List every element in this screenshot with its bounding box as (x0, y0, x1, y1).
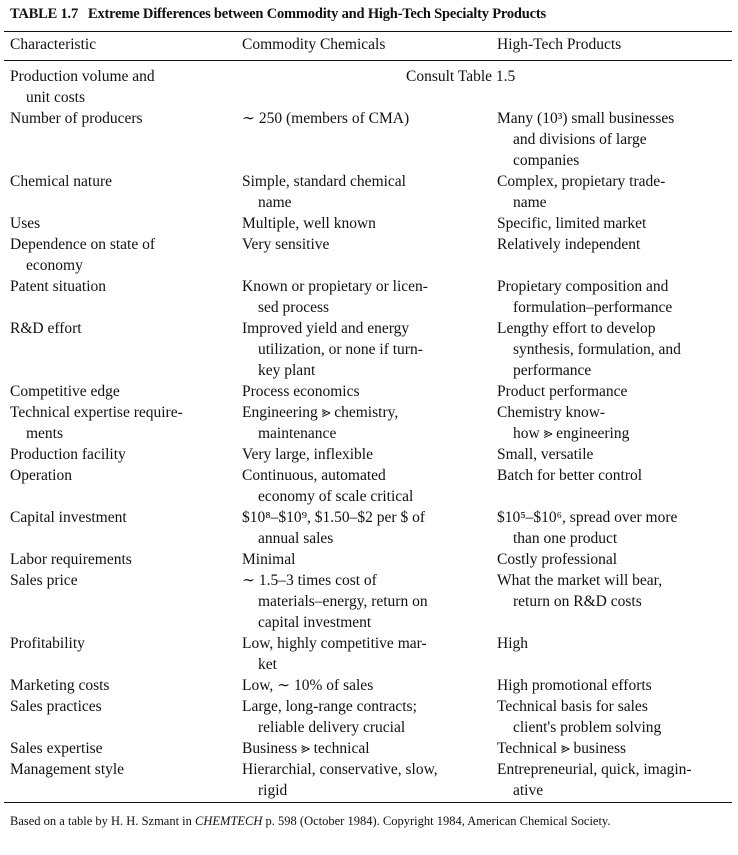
cell-line: annual sales (258, 530, 334, 547)
cell-characteristic (10, 381, 232, 402)
table-row (0, 402, 738, 444)
footnote-journal: CHEMTECH (195, 814, 263, 828)
cell-commodity (242, 402, 490, 444)
cell-line: Labor requirements (10, 551, 132, 568)
cell-commodity (242, 108, 490, 129)
cell-line: ative (513, 782, 544, 799)
cell-high-tech (497, 108, 733, 171)
cell-line: Process economics (242, 383, 360, 400)
cell-high-tech (497, 759, 733, 801)
table-caption: Extreme Differences between Commodity and High-Tech Specialty Products (88, 6, 546, 22)
table-body (0, 66, 738, 801)
cell-line: Improved yield and energy (242, 320, 410, 337)
cell-commodity (242, 276, 490, 318)
cell-line: Product performance (497, 383, 628, 400)
cell-line: economy of scale critical (258, 488, 414, 505)
cell-line: Engineering ⪢ chemistry, (242, 404, 399, 421)
cell-characteristic (10, 507, 232, 528)
cell-high-tech (497, 633, 733, 654)
cell-characteristic (10, 444, 232, 465)
cell-line: Small, versatile (497, 446, 594, 463)
cell-line: materials–energy, return on (258, 593, 428, 610)
cell-line: ments (26, 425, 64, 442)
cell-characteristic (10, 66, 232, 108)
cell-line: Low, ∼ 10% of sales (242, 677, 374, 694)
cell-line: Chemical nature (10, 173, 112, 190)
table-number: TABLE 1.7 (10, 6, 79, 22)
table-row (0, 66, 738, 108)
cell-line: Batch for better control (497, 467, 643, 484)
table-row (0, 696, 738, 738)
cell-line: Very sensitive (242, 236, 330, 253)
cell-high-tech (497, 465, 733, 486)
cell-line: Sales practices (10, 698, 102, 715)
header-rule (4, 60, 732, 61)
table-row (0, 108, 738, 171)
cell-line: ∼ 250 (members of CMA) (242, 110, 410, 127)
footnote-text-end: p. 598 (October 1984). Copyright 1984, American Chemical Society. (262, 814, 611, 828)
cell-line: reliable delivery crucial (258, 719, 406, 736)
table-row (0, 507, 738, 549)
cell-characteristic (10, 213, 232, 234)
cell-line: utilization, or none if turn- (258, 341, 423, 358)
cell-line: how ⪢ engineering (513, 425, 630, 442)
cell-line: Minimal (242, 551, 296, 568)
cell-line: companies (513, 152, 580, 169)
cell-line: Dependence on state of (10, 236, 156, 253)
cell-line: client's problem solving (513, 719, 662, 736)
cell-line: Sales price (10, 572, 78, 589)
cell-characteristic (10, 465, 232, 486)
cell-characteristic (10, 633, 232, 654)
cell-spanning-note (406, 66, 515, 87)
table-row (0, 213, 738, 234)
cell-characteristic (10, 696, 232, 717)
cell-commodity (242, 675, 490, 696)
cell-characteristic (10, 318, 232, 339)
cell-line: formulation–performance (513, 299, 673, 316)
bottom-rule (4, 802, 732, 803)
cell-line: Continuous, automated (242, 467, 386, 484)
cell-line: Lengthy effort to develop (497, 320, 656, 337)
cell-commodity (242, 465, 490, 507)
table-row (0, 276, 738, 318)
cell-line: $10⁵–$10⁶, spread over more (497, 509, 678, 526)
cell-line: economy (26, 257, 83, 274)
cell-line: Specific, limited market (497, 215, 647, 232)
cell-line: Marketing costs (10, 677, 110, 694)
cell-line: Consult Table 1.5 (406, 68, 516, 85)
table-row (0, 633, 738, 675)
cell-commodity (242, 633, 490, 675)
cell-commodity (242, 234, 490, 255)
cell-high-tech (497, 675, 733, 696)
table-row (0, 444, 738, 465)
cell-characteristic (10, 570, 232, 591)
table-row (0, 465, 738, 507)
cell-line: Costly professional (497, 551, 618, 568)
cell-line: performance (513, 362, 592, 379)
cell-characteristic (10, 234, 232, 276)
table-row (0, 381, 738, 402)
table-title (10, 6, 546, 23)
cell-commodity (242, 444, 490, 465)
table-row (0, 318, 738, 381)
cell-line: name (258, 194, 292, 211)
cell-line: Capital investment (10, 509, 127, 526)
cell-line: return on R&D costs (513, 593, 642, 610)
cell-line: Sales expertise (10, 740, 103, 757)
top-rule (4, 31, 732, 32)
cell-characteristic (10, 108, 232, 129)
cell-line: rigid (258, 782, 288, 799)
cell-line: Relatively independent (497, 236, 641, 253)
cell-high-tech (497, 549, 733, 570)
cell-line: Business ⪢ technical (242, 740, 370, 757)
cell-line: Competitive edge (10, 383, 120, 400)
cell-line: Multiple, well known (242, 215, 376, 232)
cell-commodity (242, 213, 490, 234)
table-row (0, 675, 738, 696)
cell-line: Complex, propietary trade- (497, 173, 666, 190)
table-row (0, 759, 738, 801)
cell-line: Production volume and (10, 68, 155, 85)
cell-commodity (242, 507, 490, 549)
cell-line: Management style (10, 761, 125, 778)
cell-high-tech (497, 276, 733, 318)
cell-line: What the market will bear, (497, 572, 663, 589)
cell-high-tech (497, 402, 733, 444)
cell-line: High (497, 635, 528, 652)
cell-high-tech (497, 696, 733, 738)
cell-line: name (513, 194, 547, 211)
cell-high-tech (497, 234, 733, 255)
cell-commodity (242, 696, 490, 738)
cell-line: Chemistry know- (497, 404, 606, 421)
cell-line: ket (258, 656, 277, 673)
cell-high-tech (497, 570, 733, 612)
cell-line: Many (10³) small businesses (497, 110, 675, 127)
cell-high-tech (497, 444, 733, 465)
cell-line: and divisions of large (513, 131, 647, 148)
cell-line: R&D effort (10, 320, 82, 337)
cell-high-tech (497, 507, 733, 549)
cell-line: Technical basis for sales (497, 698, 648, 715)
cell-characteristic (10, 738, 232, 759)
cell-line: $10⁸–$10⁹, $1.50–$2 per $ of (242, 509, 426, 526)
cell-line: Propietary composition and (497, 278, 669, 295)
table-row (0, 234, 738, 276)
cell-characteristic (10, 402, 232, 444)
cell-line: ∼ 1.5–3 times cost of (242, 572, 377, 589)
cell-line: Profitability (10, 635, 85, 652)
header-characteristic: Characteristic (10, 36, 97, 53)
cell-line: Low, highly competitive mar- (242, 635, 427, 652)
cell-line: Technical expertise require- (10, 404, 183, 421)
table-row (0, 549, 738, 570)
cell-commodity (242, 759, 490, 801)
table-row (0, 738, 738, 759)
cell-line: Number of producers (10, 110, 143, 127)
cell-high-tech (497, 738, 733, 759)
cell-commodity (242, 318, 490, 381)
cell-commodity (242, 570, 490, 633)
footnote-text-start: Based on a table by H. H. Szmant in (10, 814, 196, 828)
cell-commodity (242, 738, 490, 759)
cell-line: Large, long-range contracts; (242, 698, 417, 715)
table-footnote (10, 812, 730, 830)
cell-characteristic (10, 276, 232, 297)
cell-line: Very large, inflexible (242, 446, 373, 463)
cell-characteristic (10, 675, 232, 696)
cell-line: key plant (258, 362, 316, 379)
cell-line: Simple, standard chemical (242, 173, 406, 190)
table-row (0, 171, 738, 213)
cell-line: High promotional efforts (497, 677, 652, 694)
cell-line: Operation (10, 467, 72, 484)
cell-characteristic (10, 171, 232, 192)
cell-characteristic (10, 759, 232, 780)
cell-line: Patent situation (10, 278, 107, 295)
cell-line: Entrepreneurial, quick, imagin- (497, 761, 692, 778)
cell-characteristic (10, 549, 232, 570)
cell-commodity (242, 171, 490, 213)
cell-line: capital investment (258, 614, 372, 631)
cell-line: than one product (513, 530, 618, 547)
cell-commodity (242, 549, 490, 570)
table-row (0, 570, 738, 633)
cell-line: Technical ⪢ business (497, 740, 627, 757)
cell-high-tech (497, 171, 733, 213)
cell-commodity (242, 381, 490, 402)
cell-high-tech (497, 213, 733, 234)
cell-line: unit costs (26, 89, 85, 106)
cell-line: Production facility (10, 446, 126, 463)
cell-line: maintenance (258, 425, 337, 442)
cell-high-tech (497, 381, 733, 402)
cell-high-tech (497, 318, 733, 381)
cell-line: sed process (258, 299, 330, 316)
cell-line: Hierarchial, conservative, slow, (242, 761, 438, 778)
cell-line: synthesis, formulation, and (513, 341, 681, 358)
cell-line: Uses (10, 215, 41, 232)
header-high-tech-products: High-Tech Products (497, 36, 622, 53)
cell-line: Known or propietary or licen- (242, 278, 428, 295)
header-commodity-chemicals: Commodity Chemicals (242, 36, 386, 53)
